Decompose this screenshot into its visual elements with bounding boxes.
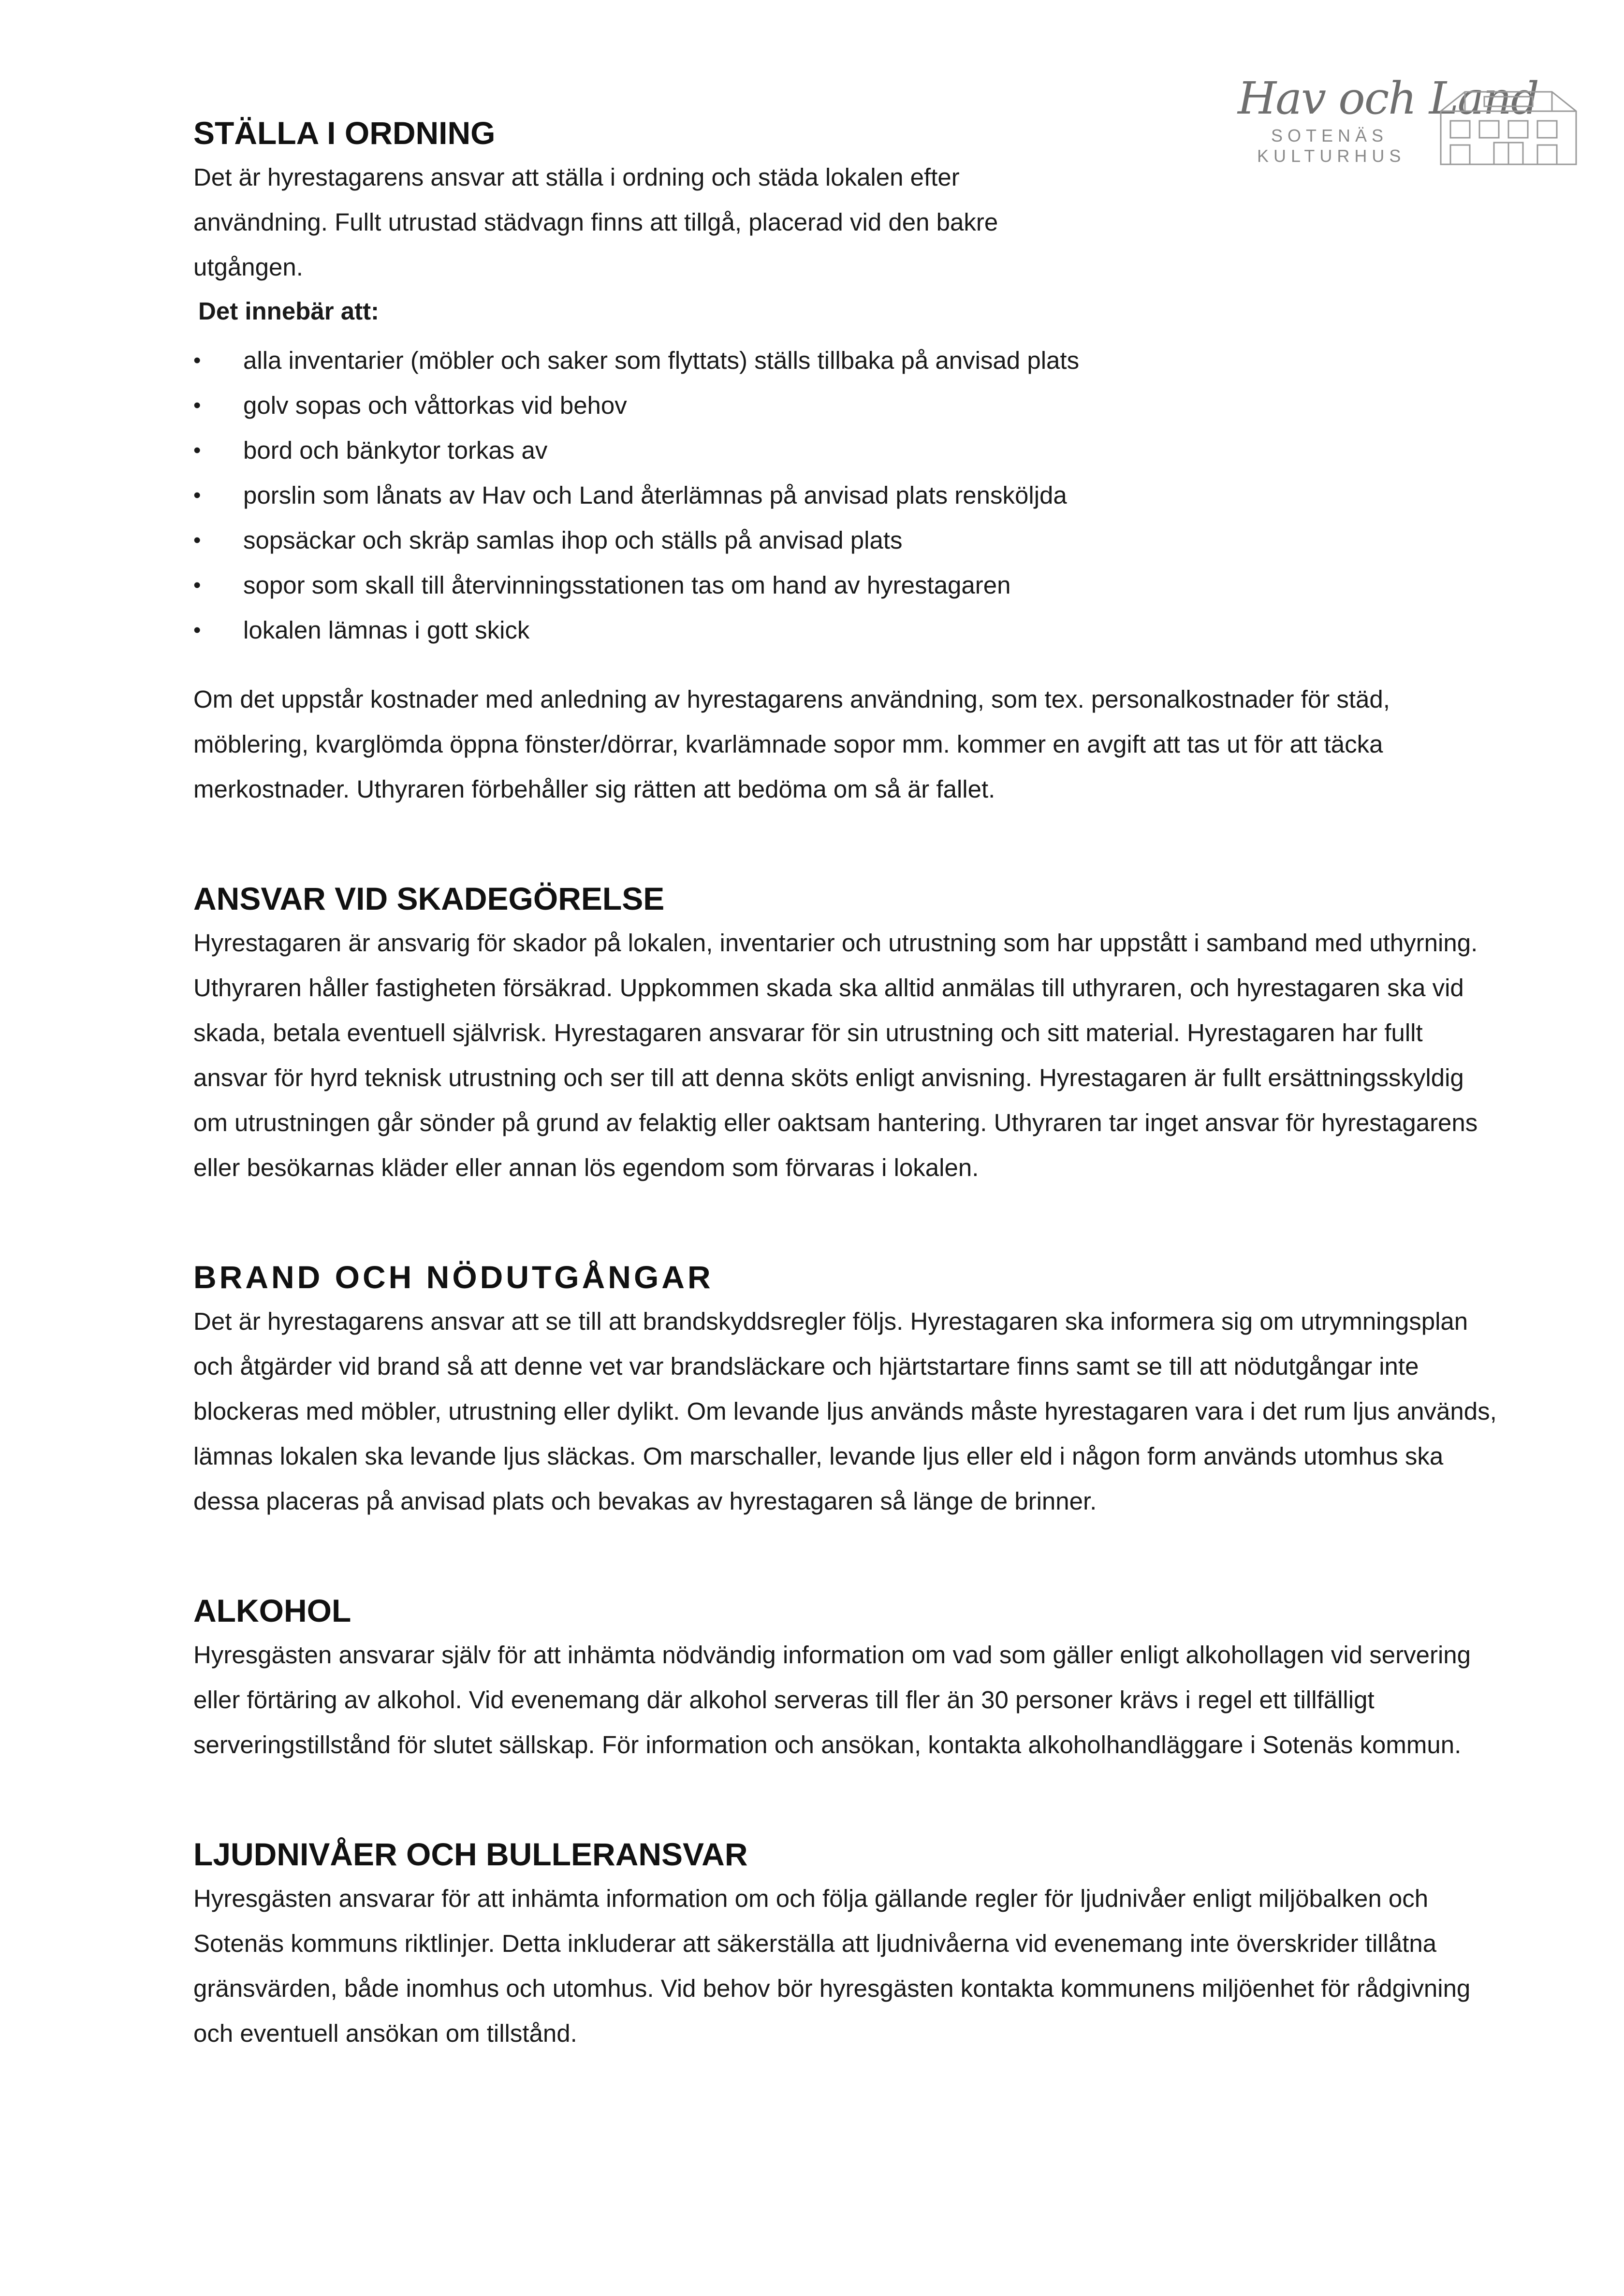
bullet-icon: •	[193, 618, 201, 642]
stalla-footer-text: Om det uppstår kostnader med anledning av hyrestagarens användning, som tex. personalkostnader för städ, möblering, kvarglömda öppna fönster/dörrar, kvarlämnade sopor mm. kommer en avgift att tas ut för att täcka merkostnader. Uthyraren förbehåller sig rätten att bedöma om så är fallet.	[193, 685, 1390, 803]
list-item	[193, 473, 1499, 518]
document-content	[193, 111, 1499, 2056]
list-item-text: sopor som skall till återvinningsstationen tas om hand av hyrestagaren	[243, 571, 1011, 599]
heading-brand-och-nodutgangar: BRAND OCH NÖDUTGÅNGAR	[193, 1259, 714, 1295]
list-item	[193, 428, 1499, 473]
logo-script-text: Hav och Land	[1238, 73, 1538, 124]
list-item-text: sopsäckar och skräp samlas ihop och ställs på anvisad plats	[243, 526, 903, 554]
list-item	[193, 563, 1499, 608]
list-item-text: golv sopas och våttorkas vid behov	[243, 392, 627, 419]
stalla-sublead: Det innebär att:	[198, 297, 380, 325]
bullet-icon: •	[193, 349, 201, 372]
bullet-icon: •	[193, 393, 201, 417]
list-item-text: alla inventarier (möbler och saker som flyttats) ställs tillbaka på anvisad plats	[243, 347, 1080, 374]
list-item	[193, 608, 1499, 653]
list-item-text: lokalen lämnas i gott skick	[243, 616, 530, 644]
bullet-icon: •	[193, 573, 201, 597]
stalla-intro-text: Det är hyrestagarens ansvar att ställa i ordning och städa lokalen efter användning. Fullt utrustad städvagn finns att tillgå, placerad vid den bakre utgången.	[193, 163, 998, 281]
bullet-icon: •	[193, 438, 201, 462]
list-item-text: bord och bänkytor torkas av	[243, 436, 548, 464]
heading-stalla-i-ordning: STÄLLA I ORDNING	[193, 115, 496, 151]
logo-line-2: KULTURHUS	[1257, 146, 1406, 166]
ljud-body-text: Hyresgästen ansvarar för att inhämta information om och följa gällande regler för ljudnivåer enligt miljöbalken och Sotenäs kommuns riktlinjer. Detta inkluderar att säkerställa att ljudnivåerna vid evenemang inte överskrider tillåtna gränsvärden, både inomhus och utomhus. Vid behov bör hyresgästen kontakta kommunens miljöenhet för rådgivning och eventuell ansökan om tillstånd.	[193, 1885, 1471, 2047]
alkohol-body-text: Hyresgästen ansvarar själv för att inhämta nödvändig information om vad som gäller enligt alkohollagen vid servering eller förtäring av alkohol. Vid evenemang där alkohol serveras till fler än 30 personer krävs i regel ett tillfälligt serveringstillstånd för slutet sällskap. För information och ansökan, kontakta alkoholhandläggare i Sotenäs kommun.	[193, 1641, 1471, 1758]
list-item	[193, 383, 1499, 428]
list-item-text: porslin som lånats av Hav och Land återlämnas på anvisad plats rensköljda	[243, 481, 1067, 509]
list-item	[193, 518, 1499, 563]
bullet-icon: •	[193, 483, 201, 507]
heading-ljudnivaer: LJUDNIVÅER OCH BULLERANSVAR	[193, 1836, 748, 1872]
ansvar-body-text: Hyrestagaren är ansvarig för skador på lokalen, inventarier och utrustning som har uppstått i samband med uthyrning. Uthyraren håller fastigheten försäkrad. Uppkommen skada ska alltid anmälas till uthyraren, och hyrestagaren ska vid skada, betala eventuell självrisk. Hyrestagaren ansvarar för sin utrustning och sitt material. Hyrestagaren har fullt ansvar för hyrd teknisk utrustning och ser till att denna sköts enligt anvisning. Hyrestagaren är fullt ersättningsskyldig om utrustningen går sönder på grund av felaktig eller oaktsam hantering. Uthyraren tar inget ansvar för hyrestagarens eller besökarnas kläder eller annan lös egendom som förvaras i lokalen.	[193, 929, 1478, 1181]
heading-ansvar-vid-skadegorelse: ANSVAR VID SKADEGÖRELSE	[193, 881, 665, 916]
logo-line-1: SOTENÄS	[1271, 126, 1389, 145]
list-item	[193, 338, 1499, 383]
brand-body-text: Det är hyrestagarens ansvar att se till att brandskyddsregler följs. Hyrestagaren ska informera sig om utrymningsplan och åtgärder vid brand så att denne vet var brandsläckare och hjärtstartare finns samt se till att nödutgångar inte blockeras med möbler, utrustning eller dylikt. Om levande ljus används måste hyrestagaren vara i det rum ljus används, lämnas lokalen ska levande ljus släckas. Om marschaller, levande ljus eller eld i någon form används utomhus ska dessa placeras på anvisad plats och bevakas av hyrestagaren så länge de brinner.	[193, 1308, 1497, 1515]
stalla-bullet-list	[193, 338, 1499, 653]
heading-alkohol: ALKOHOL	[193, 1593, 351, 1628]
bullet-icon: •	[193, 528, 201, 552]
